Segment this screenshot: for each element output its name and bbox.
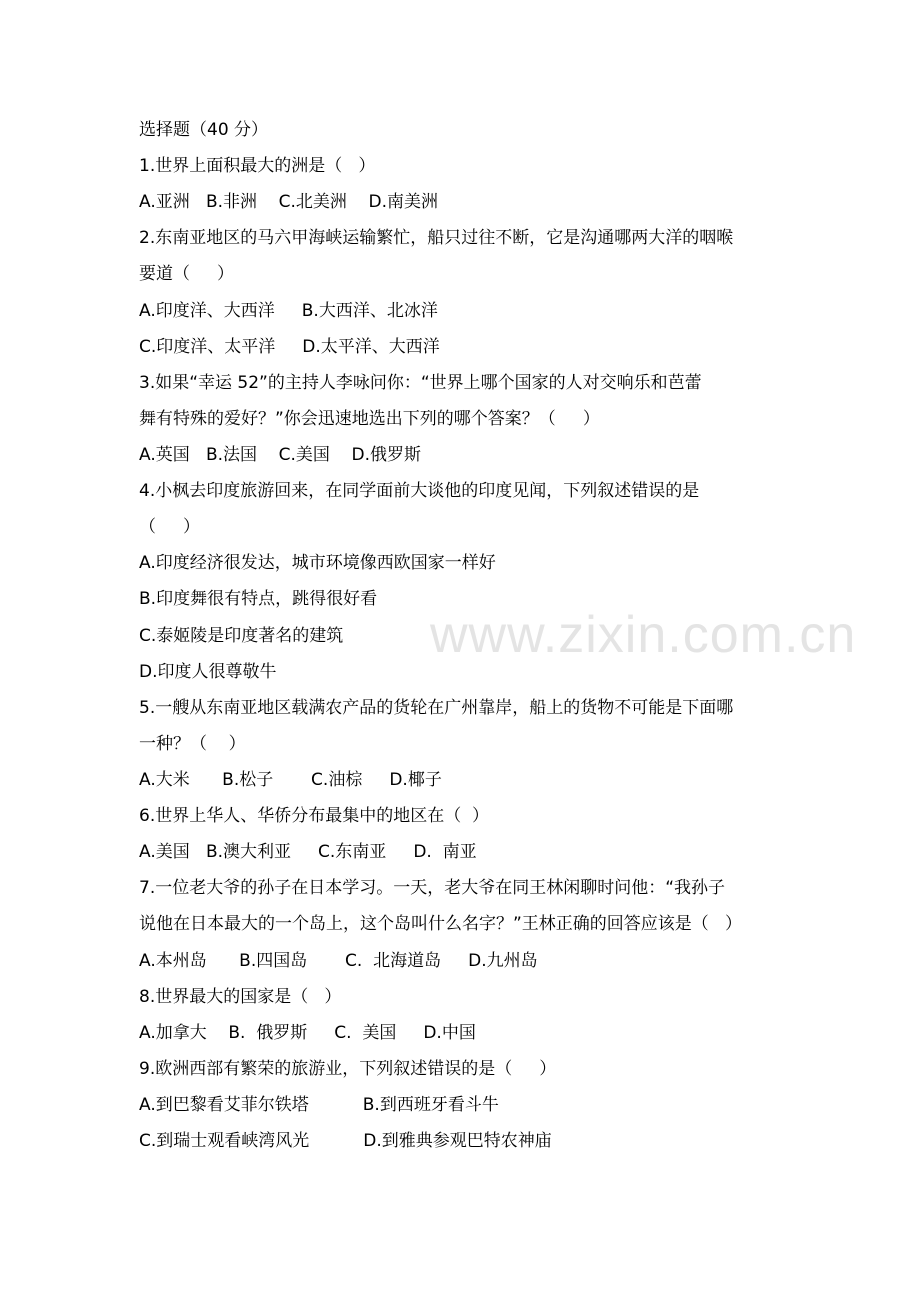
question-2-options-row-1: A.印度洋、大西洋 B.大西洋、北冰洋: [139, 301, 438, 321]
question-4-option-c: C.泰姬陵是印度著名的建筑: [139, 626, 344, 646]
question-4-option-a: A.印度经济很发达，城市环境像西欧国家一样好: [139, 553, 496, 573]
question-5-stem-line-1: 5.一艘从东南亚地区载满农产品的货轮在广州靠岸，船上的货物不可能是下面哪: [139, 698, 734, 718]
question-4-option-b: B.印度舞很有特点，跳得很好看: [139, 589, 378, 609]
question-5-options: A.大米 B.松子 C.油棕 D.椰子: [139, 770, 442, 790]
question-4-stem-line-1: 4.小枫去印度旅游回来，在同学面前大谈他的印度见闻，下列叙述错误的是: [139, 481, 700, 501]
question-9-options-row-2: C.到瑞士观看峡湾风光 D.到雅典参观巴特农神庙: [139, 1131, 552, 1151]
question-7-stem-line-1: 7.一位老大爷的孙子在日本学习。一天，老大爷在同王林闲聊时问他：“我孙子: [139, 878, 726, 898]
question-4-stem-line-2: （ ）: [139, 517, 201, 537]
question-9-options-row-1: A.到巴黎看艾菲尔铁塔 B.到西班牙看斗牛: [139, 1095, 499, 1115]
question-8-options: A.加拿大 B. 俄罗斯 C. 美国 D.中国: [139, 1023, 476, 1043]
question-5-stem-line-2: 一种？（ ）: [139, 734, 246, 754]
question-1-options: A.亚洲 B.非洲 C.北美洲 D.南美洲: [139, 192, 439, 212]
question-1-stem: 1.世界上面积最大的洲是（ ）: [139, 156, 376, 176]
question-7-stem-line-2: 说他在日本最大的一个岛上，这个岛叫什么名字？”王林正确的回答应该是（ ）: [139, 914, 743, 934]
question-4-option-d: D.印度人很尊敬牛: [139, 662, 277, 682]
question-2-options-row-2: C.印度洋、太平洋 D.太平洋、大西洋: [139, 337, 440, 357]
question-9-stem: 9.欧洲西部有繁荣的旅游业，下列叙述错误的是（ ）: [139, 1059, 557, 1079]
question-6-stem: 6.世界上华人、华侨分布最集中的地区在（ ）: [139, 806, 490, 826]
question-2-stem-line-2: 要道（ ）: [139, 264, 235, 284]
question-8-stem: 8.世界最大的国家是（ ）: [139, 987, 342, 1007]
question-3-stem-line-2: 舞有特殊的爱好？”你会迅速地选出下列的哪个答案？（ ）: [139, 409, 600, 429]
question-7-options: A.本州岛 B.四国岛 C. 北海道岛 D.九州岛: [139, 951, 538, 971]
watermark-text: www.zixin.com.cn: [430, 606, 857, 664]
section-heading: 选择题（40 分）: [139, 120, 269, 140]
question-2-stem-line-1: 2.东南亚地区的马六甲海峡运输繁忙，船只过往不断，它是沟通哪两大洋的咽喉: [139, 228, 734, 248]
question-3-stem-line-1: 3.如果“幸运 52”的主持人李咏问你：“世界上哪个国家的人对交响乐和芭蕾: [139, 373, 702, 393]
question-3-options: A.英国 B.法国 C.美国 D.俄罗斯: [139, 445, 422, 465]
question-6-options: A.美国 B.澳大利亚 C.东南亚 D. 南亚: [139, 842, 477, 862]
